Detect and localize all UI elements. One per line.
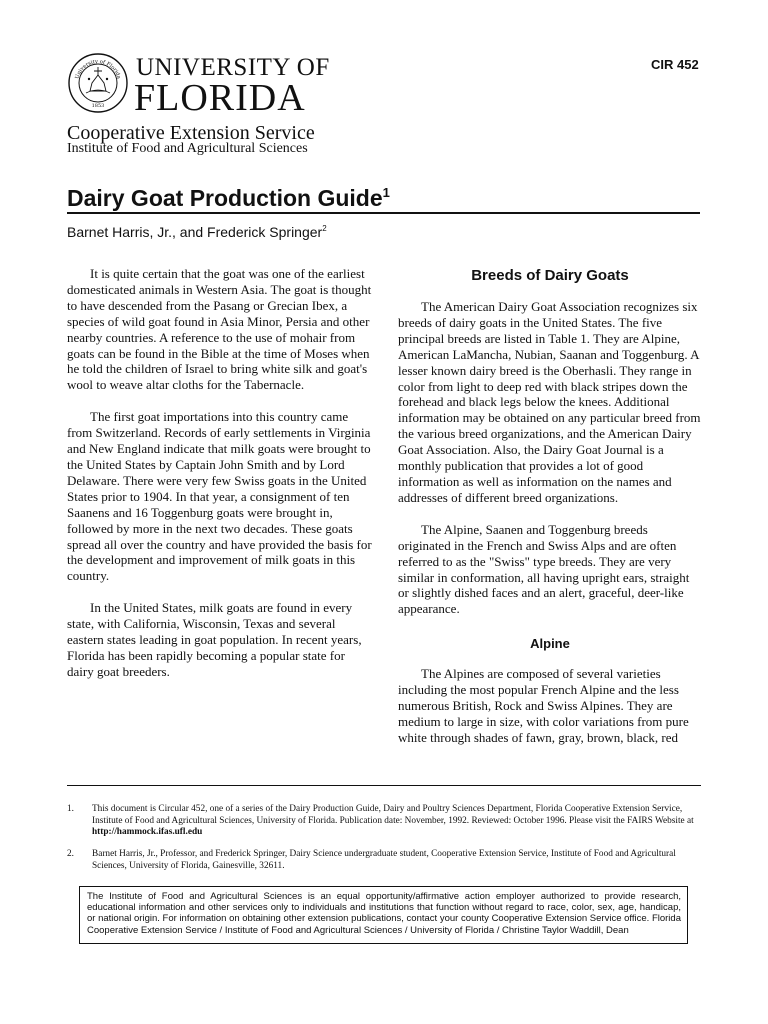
authors-footnote-mark: 2: [322, 224, 327, 233]
paragraph-importations: The first goat importations into this country came from Switzerland. Records of early settlements in Virginia and New England indicate that milk goats were brought to the United States by Captain John Smith and by Lord Delaware. There were very few Swiss goats in the United States prior to 1904. In that year, a consignment of ten Saanens and 16 Toggenburg goats were brought in, followed by more in the next two decades. These goats spread all over the country and have provided the basis for the development and improvement of milk goats in this country.: [67, 409, 372, 584]
title-divider: [67, 212, 700, 214]
left-column: [67, 266, 372, 696]
title-footnote-mark: 1: [382, 185, 390, 200]
institute-name: Institute of Food and Agricultural Sciences: [67, 141, 308, 156]
section-heading-breeds: Breeds of Dairy Goats: [471, 267, 629, 284]
circular-number: CIR 452: [651, 57, 699, 72]
service-name: Cooperative Extension Service: [67, 122, 315, 144]
paragraph-us-distribution: In the United States, milk goats are found in every state, with California, Wisconsin, Texas and several eastern states leading in goat population. In recent years, Florida has been rapidly becoming a popular state for dairy goat breeders.: [67, 600, 362, 679]
university-name-line2: FLORIDA: [134, 77, 306, 119]
footnote-2: Barnet Harris, Jr., Professor, and Frederick Springer, Dairy Science undergraduate student, Cooperative Extension Service, Institute of Food and Agricultural Sciences, University of Florida, Gainesville, 32611.: [92, 849, 676, 871]
svg-text:University of Florida: University of Florida: [74, 58, 122, 80]
right-column-continued: [398, 666, 702, 762]
subheading-alpine: Alpine: [530, 636, 570, 651]
university-name-line1: UNIVERSITY OF: [136, 54, 330, 81]
footnote-2-number: 2.: [67, 849, 74, 859]
right-column: [398, 299, 702, 633]
footnote-1-number: 1.: [67, 804, 74, 814]
equal-opportunity-statement: The Institute of Food and Agricultural Sciences is an equal opportunity/affirmative action employer authorized to provide research, educational information and other services only to individuals and institutions that function without regard to race, color, sex, age, handicap, or national origin. For information on obtaining other extension publications, contact your county Cooperative Extension Service office. Florida Cooperative Extension Service / Institute of Food and Agricultural Sciences / University of Florida / Christine Taylor Waddill, Dean: [87, 891, 681, 936]
equal-opportunity-box: [79, 886, 688, 944]
svg-text:1853: 1853: [91, 103, 105, 109]
footnote-1: This document is Circular 452, one of a series of the Dairy Production Guide, Dairy and Poultry Sciences Department, Florida Cooperative Extension Service, Institute of Food and Agricultural Sciences, University of Florida. Publication date: November, 1992. Reviewed: October 1996. Please visit the FAIRS Website at http://hammock.ifas.ufl.edu: [92, 804, 694, 837]
footnote-1-link[interactable]: http://hammock.ifas.ufl.edu: [92, 827, 203, 837]
paragraph-swiss-types: The Alpine, Saanen and Toggenburg breeds originated in the French and Swiss Alps and are often referred to as the "Swiss" type breeds. They are very similar in conformation, all having upright ears, straight or slightly dished faces and an alert, graceful, deer-like appearance.: [398, 521, 690, 617]
document-title: Dairy Goat Production Guide$^1$: [67, 185, 390, 211]
authors-line: Barnet Harris, Jr., and Frederick Springer$^2$: [67, 224, 327, 240]
paragraph-breeds: The American Dairy Goat Association recognizes six breeds of dairy goats in the United States. The five principal breeds are listed in Table 1. They are Alpine, American LaMancha, Nubian, Saanan and Toggenburg. A lesser known dairy breed is the Oberhasli. They range in color from light to deep red with black stripes down the forehead and black legs below the knees. Additional information may be obtained on any particular breed from the various breed organizations, and the American Dairy Goat Association. Also, the Dairy Goat Journal is a monthly publication that provides a lot of good information as well as information on the names and addresses of different breed organizations.: [398, 299, 701, 505]
university-seal-logo: [68, 53, 128, 113]
footnote-divider: [67, 785, 701, 786]
paragraph-alpine: The Alpines are composed of several varieties including the most popular French Alpine and the less numerous British, Rock and Swiss Alpines. They are medium to large in size, with color variations from pure white through shades of fawn, gray, brown, black, red: [398, 666, 689, 745]
paragraph-origins: It is quite certain that the goat was one of the earliest domesticated animals in Western Asia. The goat is thought to have descended from the Pasang or Grecian Ibex, a species of wild goat found in Asia Minor, Persia and other nearby countries. A reference to the use of mohair from goats can be found in the Bible at the time of Moses when he told the children of Israel to bring white silk and goat's wool to weave altar cloths for the Tabernacle.: [67, 266, 372, 393]
